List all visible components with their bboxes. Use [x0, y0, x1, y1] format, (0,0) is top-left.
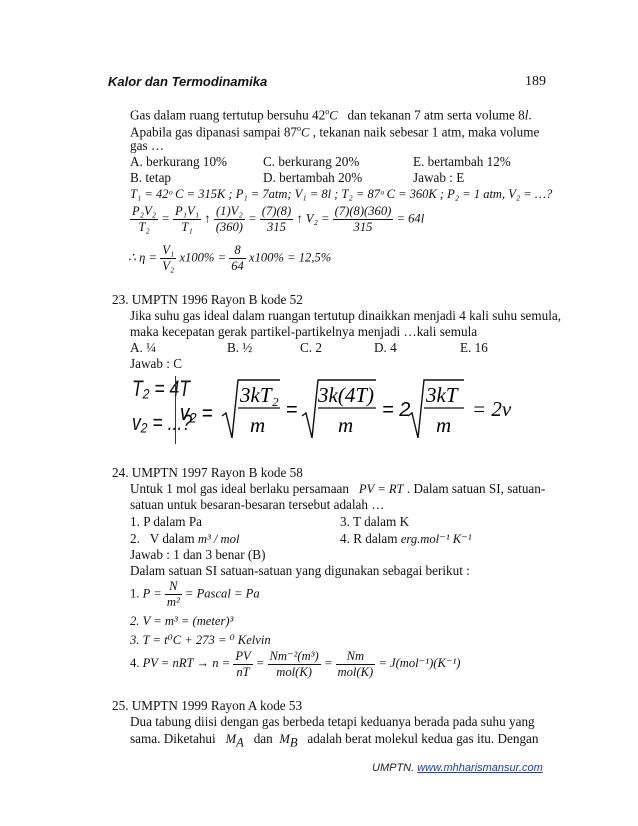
q24-line-2: satuan untuk besaran-besaran tersebut adalah …: [130, 497, 385, 512]
q24-title: 24. UMPTN 1997 Rayon B kode 58: [112, 465, 303, 480]
coefficient-two: = 2: [382, 399, 411, 421]
fraction: $\frac{8}{64}$: [231, 243, 244, 273]
q22-answer: Jawab : E: [413, 170, 465, 185]
q23-solution-velocity: [180, 376, 540, 446]
q24-item-1: 1. P dalam Pa: [130, 514, 203, 529]
q23-line-1: Jika suhu gas ideal dalam ruangan tertutup dinaikkan menjadi 4 kali suhu semula,: [130, 308, 562, 323]
fraction: $\frac{PV}{nT}$: [235, 648, 251, 679]
q23-radical-expression: [180, 376, 540, 446]
equals-sign: =: [286, 399, 298, 421]
page-footer: [372, 762, 543, 774]
fraction: $\frac{Nm}{\text{mol(K)}}$: [337, 648, 374, 679]
q24-si-4: 4. PV = nRT → n = $\frac{PV}{nT}$ = $\frac{\text{Nm⁻²(m³)}}{\text{mol(K)}}$ = $\frac{Nm}{\text{mol(K)}}$ = J(mol⁻¹)(K⁻¹): [130, 648, 461, 679]
q23-result: = 2v: [472, 397, 512, 421]
q25-title: 25. UMPTN 1999 Rayon A kode 53: [112, 698, 303, 713]
q23-option-d: D. 4: [374, 340, 397, 355]
fraction: $\frac{\text{P₁V₁}}{\text{T₁}}$: [174, 204, 200, 234]
q24-line-1: Untuk 1 mol gas ideal berlaku persamaan PV = RT . Dalam satuan SI, satuan-: [130, 481, 546, 496]
arrow-up-icon: ↑: [204, 211, 211, 226]
radical-numerator: 3kT: [426, 383, 458, 407]
q25-line-2: sama. Diketahui $M_A$ dan $M_B$ adalah berat molekul kedua gas itu. Dengan: [130, 731, 539, 750]
q25-line-1: Dua tabung diisi dengan gas berbeda tetapi keduanya berada pada suhu yang: [130, 714, 535, 729]
q23-title: 23. UMPTN 1996 Rayon B kode 52: [112, 292, 303, 307]
q22-given-values: T₁ = 42ᵒ C = 315K ; P₁ = 7atm; V₁ = 8l ; T₂ = 87ᵒ C = 360K ; P₂ = 1 atm, V₂ = …?: [130, 187, 553, 201]
q22-line-1: Gas dalam ruang tertutup bersuhu 42$^o$C dan tekanan 7 atm serta volume 8l.: [130, 107, 532, 123]
q24-item-4: 4. R dalam erg.mol⁻¹ K⁻¹: [340, 531, 472, 546]
radical-denominator: m: [436, 413, 452, 437]
running-header-title: Kalor dan Termodinamika: [108, 74, 268, 89]
arrow-up-icon: ↑: [296, 211, 303, 226]
q24-si-2: 2. V = m³ = (meter)³: [130, 614, 234, 628]
q22-line-3: gas …: [130, 138, 165, 153]
radical-denominator: m: [338, 413, 354, 437]
q23-solution-t2: T₂ = 4T: [132, 376, 191, 401]
q22-line-2: Apabila gas dipanasi sampai 87$^o$C , tekanan naik sebesar 1 atm, maka volume: [130, 124, 540, 140]
q23-answer: Jawab : C: [130, 356, 183, 371]
fraction: $\frac{(7)(8)(360)}{315}$: [334, 204, 392, 234]
footer-website-link[interactable]: www.mhharismansur.com: [417, 762, 543, 774]
q23-option-a: A. ¼: [130, 340, 157, 355]
page-number: 189: [525, 74, 546, 89]
q23-option-b: B. ½: [227, 340, 253, 355]
q24-answer: Jawab : 1 dan 3 benar (B): [130, 547, 266, 562]
fraction: $\frac{N}{\text{m²}}$: [166, 579, 180, 609]
fraction: $\frac{\text{P₂V₂}}{\text{T₂}}$: [132, 204, 157, 234]
q22-equation-1: $\frac{\text{P₂V₂}}{\text{T₂}}$ = $\frac{\text{P₁V₁}}{\text{T₁}}$ ↑ $\frac{\text{(1)V₂}}{(360)}$ = $\frac{(7)(8)}{315}$ ↑ V₂ = $\frac{(7)(8)(360)}{315}$ = 64l: [132, 204, 425, 234]
q23-option-e: E. 16: [460, 340, 488, 355]
q23-solution-v2-unknown: v₂ = ...?: [132, 410, 193, 435]
q24-si-1: 1. P = $\frac{N}{\text{m²}}$ = Pascal = Pa: [130, 579, 260, 609]
q22-option-d: D. bertambah 20%: [263, 170, 363, 185]
fraction: $\frac{\text{V₁}}{\text{V₂}}$: [162, 243, 175, 273]
q22-equation-2: ∴ η = $\frac{\text{V₁}}{\text{V₂}}$ x100% = $\frac{8}{64}$ x100% = 12,5%: [128, 243, 332, 273]
fraction: $\frac{(7)(8)}{315}$: [261, 204, 292, 234]
solution-divider: [175, 376, 177, 444]
q22-option-b: B. tetap: [130, 170, 172, 185]
radical-numerator: 3kT₂: [240, 383, 279, 407]
q23-option-c: C. 2: [300, 340, 322, 355]
q24-si-3: 3. T = t⁰C + 273 = ⁰ Kelvin: [130, 633, 271, 647]
footer-label: UMPTN.: [372, 762, 415, 774]
q22-option-e: E. bertambah 12%: [413, 154, 511, 169]
fraction: $\frac{\text{Nm⁻²(m³)}}{\text{mol(K)}}$: [269, 649, 319, 679]
q24-item-3: 3. T dalam K: [340, 514, 410, 529]
q22-option-a: A. berkurang 10%: [130, 154, 228, 169]
radical-denominator: m: [250, 413, 266, 437]
q24-item-2: 2. V dalam m³ / mol: [130, 531, 240, 546]
q23-v2-label: v₂ =: [180, 401, 213, 426]
q24-si-intro: Dalam satuan SI satuan-satuan yang digunakan sebagai berikut :: [130, 563, 470, 578]
fraction: $\frac{\text{(1)V₂}}{(360)}$: [215, 204, 243, 234]
q23-line-2: maka kecepatan gerak partikel-partikelnya menjadi …kali semula: [130, 324, 478, 339]
radical-numerator: 3k(4T): [318, 383, 374, 407]
q22-option-c: C. berkurang 20%: [263, 154, 360, 169]
